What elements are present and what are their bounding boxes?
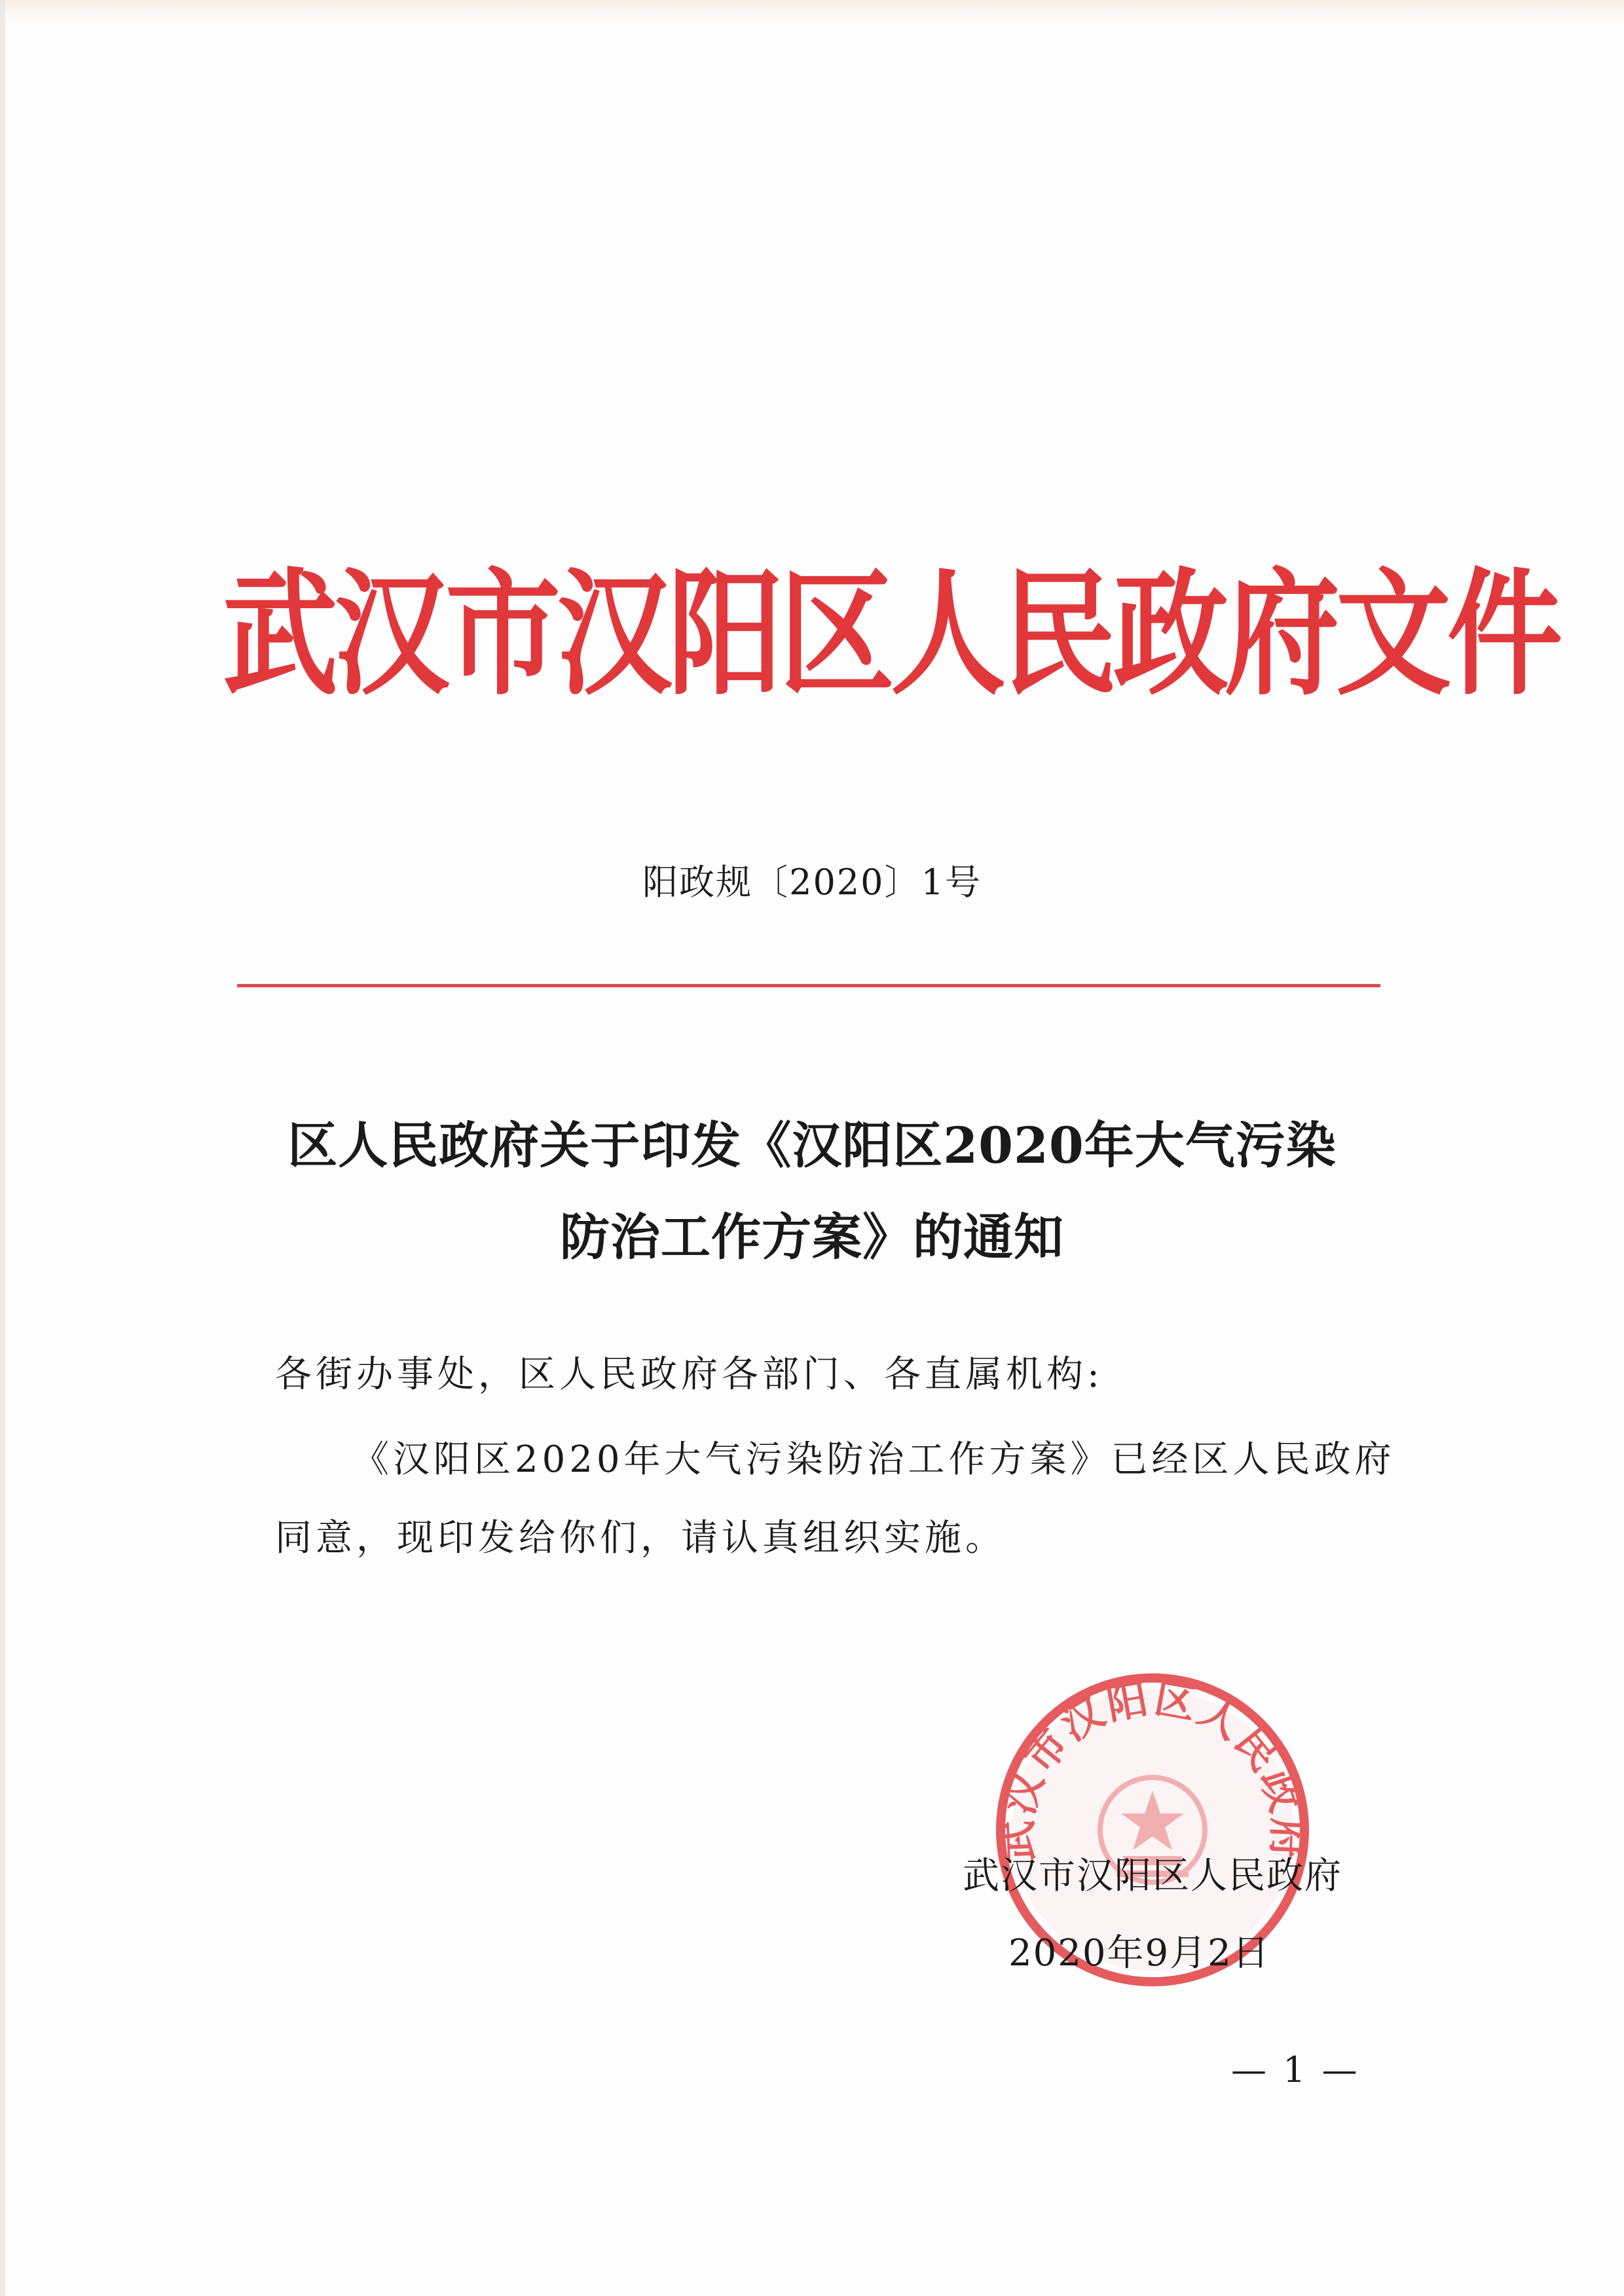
page-number: — 1 — [1231, 2049, 1360, 2090]
notice-body: 《汉阳区2020年大气污染防治工作方案》已经区人民政府同意，现印发给你们，请认真组织实施。 [275, 1438, 1395, 1559]
seal-text: 武汉市汉阳区人民政府 [992, 1674, 1313, 1863]
recipients-line: 各街办事处，区人民政府各部门、各直属机构: [275, 1353, 1103, 1396]
signing-authority: 武汉市汉阳区人民政府 [963, 1855, 1342, 1897]
notice-title-line-1: 区人民政府关于印发《汉阳区2020年大气污染 [287, 1116, 1337, 1175]
scan-edge-top [0, 0, 1624, 22]
notice-title [223, 1100, 1401, 1283]
red-separator-line [237, 984, 1380, 987]
scan-edge-left [0, 0, 5, 2296]
issuing-authority-header: 武汉市汉阳区人民政府文件 [223, 555, 1559, 714]
document-number: 阳政规〔2020〕1号 [642, 862, 982, 903]
signing-date: 2020年9月2日 [1008, 1932, 1270, 1975]
notice-title-line-2: 防治工作方案》的通知 [560, 1208, 1064, 1266]
